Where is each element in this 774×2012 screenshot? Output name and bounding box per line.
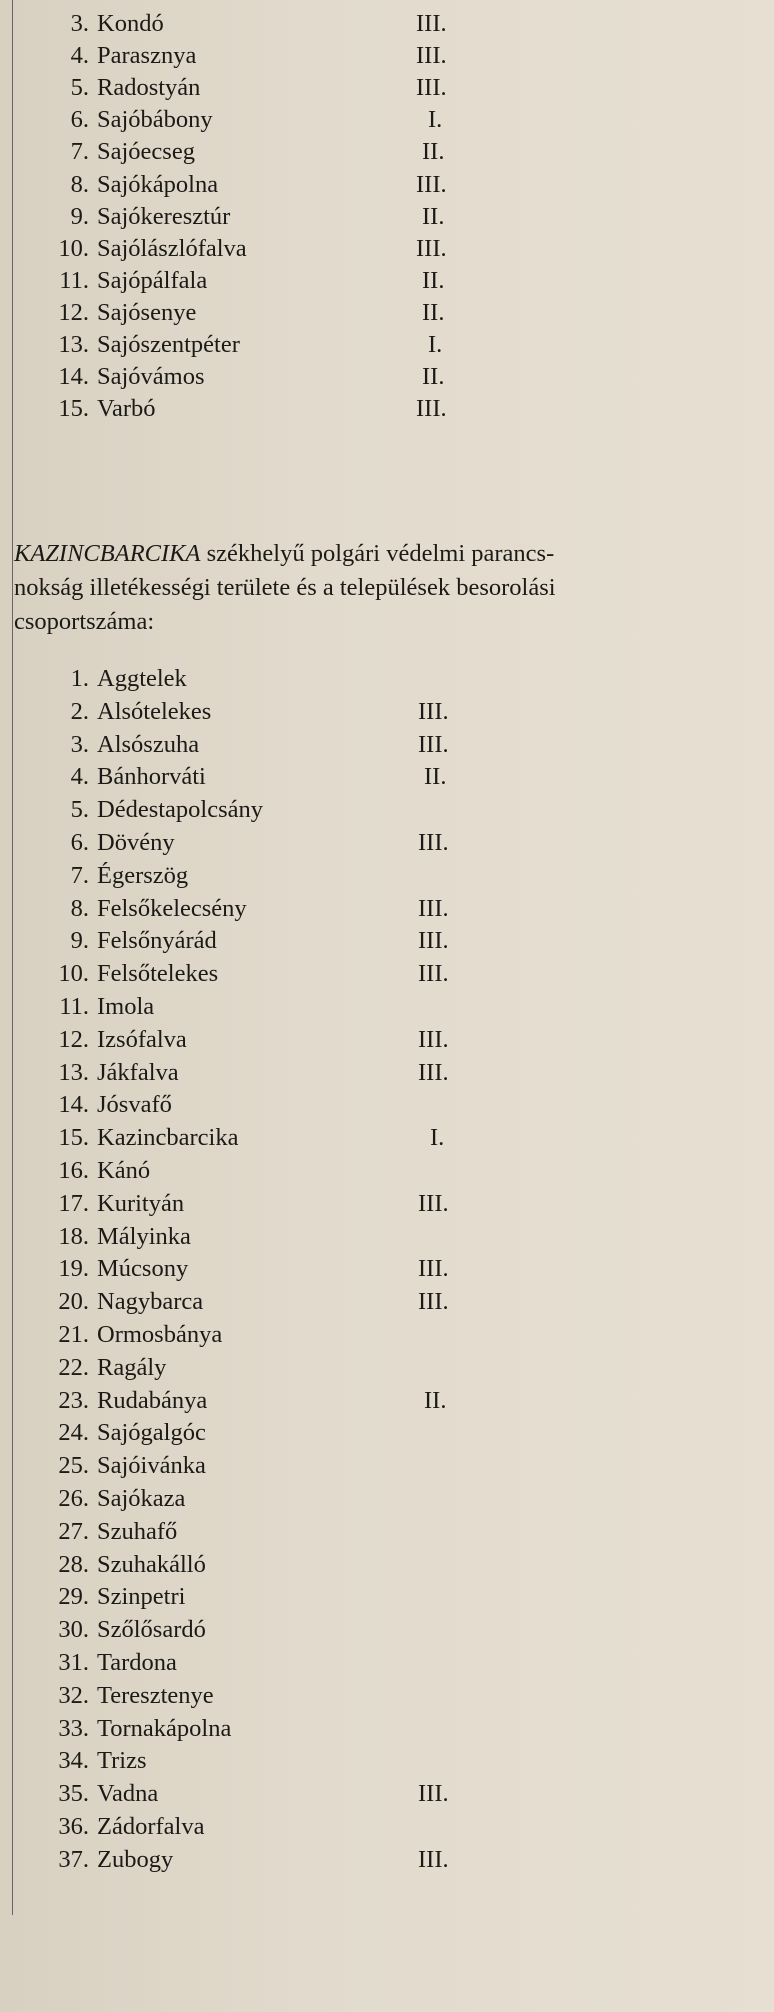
item-number: 32.: [58, 1681, 89, 1709]
list-item: [0, 1155, 774, 1187]
list-item: [0, 1713, 774, 1745]
item-number: 5.: [70, 796, 89, 824]
group-number: III.: [418, 1780, 449, 1808]
item-number: 2.: [70, 697, 89, 725]
item-number: 14.: [58, 363, 89, 391]
item-number: 30.: [58, 1616, 89, 1644]
settlement-name: Kurityán: [97, 1189, 185, 1217]
settlement-name: Alsótelekes: [97, 697, 212, 725]
item-number: 28.: [58, 1550, 89, 1578]
item-number: 6.: [70, 106, 89, 134]
item-number: 29.: [58, 1583, 89, 1611]
item-number: 9.: [70, 927, 89, 955]
item-number: 31.: [58, 1649, 89, 1676]
settlement-name: Sajóecseg: [97, 138, 195, 166]
settlement-name: Alsószuha: [97, 730, 200, 758]
settlement-name: Sajólászlófalva: [97, 234, 247, 262]
settlement-name: Felsőnyárád: [97, 927, 217, 955]
group-number: III.: [416, 42, 447, 70]
settlement-name: Zubogy: [97, 1845, 174, 1873]
group-number: II.: [422, 363, 445, 391]
item-number: 35.: [58, 1780, 89, 1808]
settlement-name: Parasznya: [97, 42, 197, 70]
item-number: 26.: [58, 1485, 89, 1512]
item-number: 17.: [58, 1189, 89, 1217]
item-number: 8.: [70, 170, 89, 198]
list-item: [0, 1319, 774, 1351]
settlement-name: Sajópálfala: [97, 266, 208, 294]
item-number: 4.: [70, 42, 89, 70]
group-number: III.: [416, 234, 447, 262]
group-number: II.: [424, 1386, 447, 1414]
group-number: II.: [422, 266, 445, 294]
group-number: I.: [430, 1124, 445, 1152]
group-number: III.: [418, 1255, 449, 1283]
item-number: 22.: [58, 1353, 89, 1381]
item-number: 25.: [58, 1452, 89, 1480]
list-item: [0, 1024, 774, 1056]
list-item: [0, 72, 774, 104]
item-number: 5.: [70, 74, 89, 102]
settlement-name: Ormosbánya: [97, 1321, 223, 1348]
settlement-name: Sajóvámos: [97, 363, 205, 391]
heading-line-1-rest: székhelyű polgári védelmi parancs-: [200, 540, 555, 567]
list-item: [0, 329, 774, 361]
list-item: [0, 8, 774, 40]
list-item: [0, 297, 774, 329]
list-item: [0, 893, 774, 925]
group-number: III.: [418, 960, 449, 988]
item-number: 13.: [58, 1058, 89, 1086]
list-item: [0, 991, 774, 1023]
list-item: [0, 1811, 774, 1843]
heading-city: KAZINCBARCIKA: [14, 540, 201, 567]
item-number: 14.: [58, 1091, 89, 1119]
item-number: 9.: [70, 202, 89, 230]
settlement-name: Szinpetri: [97, 1583, 186, 1611]
list-item: [0, 1253, 774, 1285]
settlement-name: Teresztenye: [97, 1681, 214, 1709]
settlement-name: Bánhorváti: [97, 763, 206, 791]
item-number: 7.: [70, 861, 89, 889]
settlement-name: Szőlősardó: [97, 1616, 206, 1644]
list-item: [0, 233, 774, 265]
section-heading: [14, 537, 734, 639]
list-item: [0, 1352, 774, 1384]
list-item: [0, 40, 774, 72]
item-number: 12.: [58, 1025, 89, 1053]
list-item: [0, 104, 774, 136]
group-number: II.: [422, 298, 445, 326]
settlement-name: Sajógalgóc: [97, 1419, 206, 1447]
settlement-name: Égerszög: [97, 861, 189, 889]
list-item: [0, 136, 774, 168]
list-item: [0, 1549, 774, 1581]
item-number: 10.: [58, 234, 89, 262]
settlement-name: Múcsony: [97, 1255, 189, 1283]
list-item: [0, 1516, 774, 1548]
settlement-name: Kondó: [97, 10, 164, 37]
list-item: [0, 1286, 774, 1318]
list-item: [0, 1450, 774, 1482]
group-number: III.: [418, 829, 449, 856]
list-item: [0, 201, 774, 233]
list-item: [0, 663, 774, 695]
group-number: III.: [418, 730, 449, 758]
group-number: III.: [418, 927, 449, 955]
list-item: [0, 1483, 774, 1515]
settlement-name: Tardona: [97, 1649, 177, 1676]
settlement-name: Trizs: [97, 1747, 147, 1775]
item-number: 27.: [58, 1517, 89, 1545]
settlement-name: Jákfalva: [97, 1058, 179, 1086]
item-number: 20.: [58, 1288, 89, 1316]
group-number: II.: [422, 138, 445, 166]
item-number: 10.: [58, 960, 89, 988]
heading-line-3: csoportszáma:: [14, 608, 155, 635]
item-number: 6.: [70, 829, 89, 856]
list-item: [0, 761, 774, 793]
settlement-name: Jósvafő: [97, 1091, 172, 1119]
item-number: 7.: [70, 138, 89, 166]
settlement-name: Szuhafő: [97, 1517, 178, 1545]
list-item: [0, 729, 774, 761]
heading-line-1: [14, 537, 734, 571]
settlement-name: Felsőkelecsény: [97, 894, 247, 922]
list-item: [0, 1844, 774, 1876]
list-item: [0, 827, 774, 859]
item-number: 18.: [58, 1222, 89, 1250]
item-number: 3.: [70, 10, 89, 37]
item-number: 15.: [58, 1124, 89, 1152]
settlement-name: Varbó: [97, 395, 156, 423]
item-number: 24.: [58, 1419, 89, 1447]
list-item: [0, 696, 774, 728]
group-number: III.: [418, 1058, 449, 1086]
settlement-name: Sajókeresztúr: [97, 202, 231, 230]
item-number: 13.: [58, 331, 89, 358]
list-item: [0, 169, 774, 201]
item-number: 11.: [59, 266, 89, 294]
list-item: [0, 1680, 774, 1712]
item-number: 3.: [70, 730, 89, 758]
list-item: [0, 1057, 774, 1089]
settlement-name: Dédestapolcsány: [97, 796, 263, 824]
item-number: 36.: [58, 1813, 89, 1840]
group-number: II.: [424, 763, 447, 791]
list-item: [0, 1385, 774, 1417]
list-item: [0, 1647, 774, 1679]
settlement-name: Sajóivánka: [97, 1452, 206, 1480]
group-number: III.: [416, 395, 447, 423]
group-number: III.: [416, 74, 447, 102]
group-number: I.: [428, 106, 443, 134]
settlement-name: Kánó: [97, 1157, 151, 1184]
group-number: III.: [418, 1189, 449, 1217]
settlement-name: Sajószentpéter: [97, 331, 240, 358]
list-item: [0, 1614, 774, 1646]
group-number: III.: [418, 1288, 449, 1316]
settlement-name: Kazincbarcika: [97, 1124, 239, 1152]
list-item: [0, 393, 774, 425]
settlement-name: Aggtelek: [97, 665, 187, 692]
item-number: 16.: [58, 1157, 89, 1184]
item-number: 21.: [58, 1321, 89, 1348]
item-number: 33.: [58, 1714, 89, 1742]
item-number: 15.: [58, 395, 89, 423]
settlement-name: Sajóbábony: [97, 106, 213, 134]
group-number: I.: [428, 331, 443, 358]
settlement-name: Zádorfalva: [97, 1813, 205, 1840]
settlement-name: Felsőtelekes: [97, 960, 219, 988]
list-item: [0, 1089, 774, 1121]
group-number: III.: [418, 1025, 449, 1053]
list-item: [0, 925, 774, 957]
settlement-name: Mályinka: [97, 1222, 191, 1250]
list-item: [0, 958, 774, 990]
group-number: II.: [422, 202, 445, 230]
list-item: [0, 794, 774, 826]
item-number: 11.: [59, 993, 89, 1020]
group-number: III.: [416, 170, 447, 198]
list-item: [0, 1417, 774, 1449]
item-number: 4.: [70, 763, 89, 791]
settlement-name: Ragály: [97, 1353, 167, 1381]
item-number: 8.: [70, 894, 89, 922]
settlement-name: Tornakápolna: [97, 1714, 232, 1742]
list-item: [0, 1221, 774, 1253]
settlement-name: Nagybarca: [97, 1288, 204, 1316]
group-number: III.: [418, 1845, 449, 1873]
item-number: 37.: [58, 1845, 89, 1873]
list-item: [0, 265, 774, 297]
item-number: 12.: [58, 298, 89, 326]
settlement-name: Sajókaza: [97, 1485, 186, 1512]
group-number: III.: [418, 894, 449, 922]
list-item: [0, 860, 774, 892]
settlement-name: Sajósenye: [97, 298, 197, 326]
settlement-name: Vadna: [97, 1780, 159, 1808]
list-item: [0, 1778, 774, 1810]
list-item: [0, 1581, 774, 1613]
list-item: [0, 1122, 774, 1154]
group-number: III.: [418, 697, 449, 725]
settlement-name: Rudabánya: [97, 1386, 208, 1414]
settlement-name: Izsófalva: [97, 1025, 187, 1053]
list-item: [0, 361, 774, 393]
item-number: 19.: [58, 1255, 89, 1283]
settlement-name: Sajókápolna: [97, 170, 219, 198]
item-number: 23.: [58, 1386, 89, 1414]
item-number: 1.: [70, 665, 89, 692]
settlement-name: Radostyán: [97, 74, 201, 102]
settlement-name: Szuhakálló: [97, 1550, 206, 1578]
settlement-name: Dövény: [97, 829, 175, 856]
heading-line-2: nokság illetékességi területe és a települések besorolási: [14, 574, 556, 601]
list-item: [0, 1745, 774, 1777]
list-item: [0, 1188, 774, 1220]
group-number: III.: [416, 10, 447, 37]
settlement-name: Imola: [97, 993, 155, 1020]
item-number: 34.: [58, 1747, 89, 1775]
